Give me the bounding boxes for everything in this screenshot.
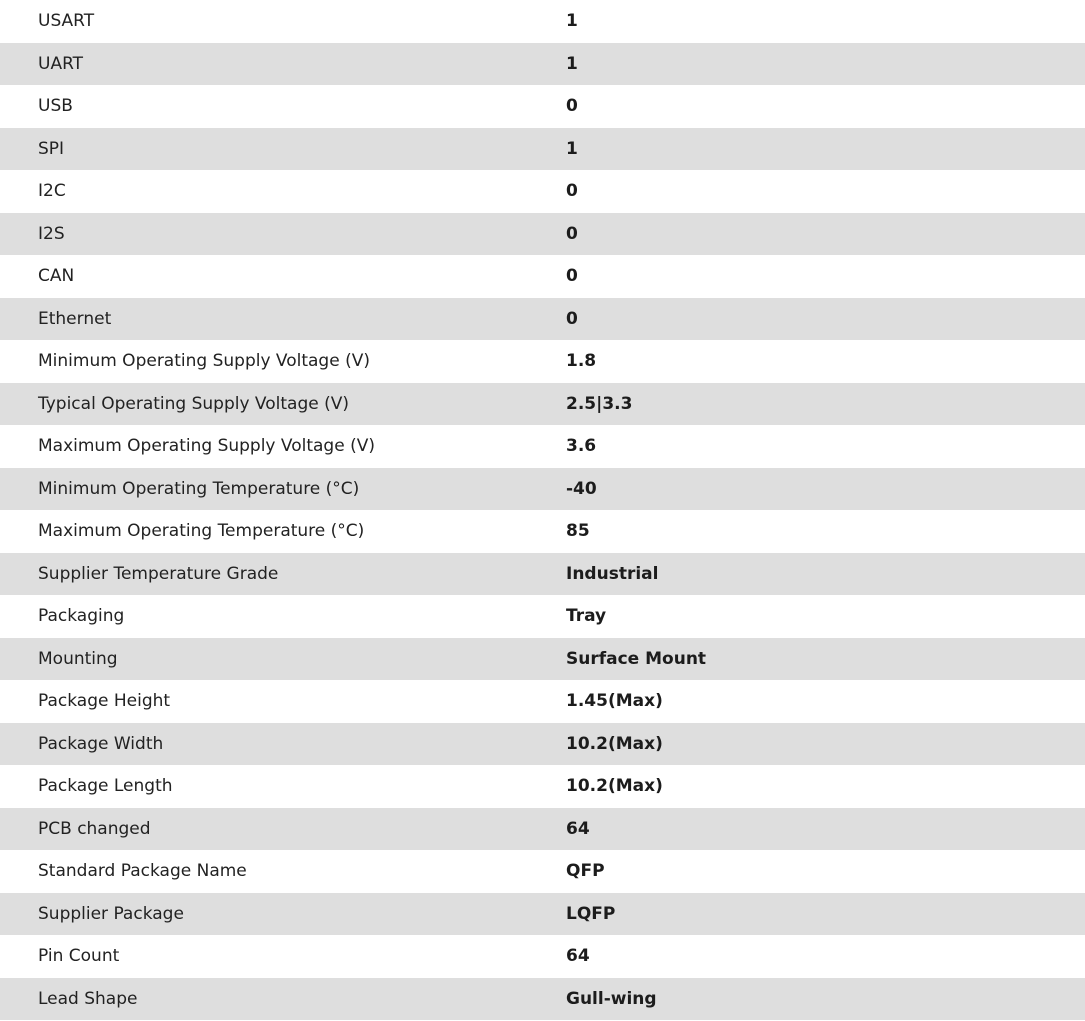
spec-label: Ethernet: [38, 308, 112, 329]
spec-label: Package Width: [38, 733, 164, 754]
spec-value: 0: [566, 223, 578, 244]
spec-label: I2C: [38, 181, 66, 202]
spec-value: 0: [566, 266, 578, 287]
spec-row: [0, 935, 1085, 978]
spec-value: 1.8: [566, 351, 597, 372]
spec-value: 1: [566, 11, 578, 32]
spec-value: 1: [566, 53, 578, 74]
spec-value: LQFP: [566, 903, 616, 924]
spec-label: CAN: [38, 266, 75, 287]
spec-label: Minimum Operating Supply Voltage (V): [38, 351, 370, 372]
spec-label: Maximum Operating Supply Voltage (V): [38, 436, 375, 457]
spec-value: 0: [566, 308, 578, 329]
spec-label: Typical Operating Supply Voltage (V): [38, 393, 349, 414]
spec-row: [0, 850, 1085, 893]
spec-value: Surface Mount: [566, 648, 707, 669]
spec-value: 3.6: [566, 436, 597, 457]
spec-label: Packaging: [38, 606, 125, 627]
spec-value: 1.45(Max): [566, 691, 663, 712]
spec-value: 0: [566, 96, 578, 117]
spec-label: Standard Package Name: [38, 861, 247, 882]
spec-row: [0, 340, 1085, 383]
spec-row: [0, 638, 1085, 681]
spec-value: 0: [566, 181, 578, 202]
spec-label: USART: [38, 11, 95, 32]
spec-value: 64: [566, 946, 590, 967]
spec-row: [0, 553, 1085, 596]
spec-label: Package Length: [38, 776, 173, 797]
spec-label: PCB changed: [38, 818, 151, 839]
spec-label: Pin Count: [38, 946, 120, 967]
spec-row: [0, 680, 1085, 723]
spec-value: Industrial: [566, 563, 659, 584]
spec-label: Minimum Operating Temperature (°C): [38, 478, 360, 499]
spec-row: [0, 595, 1085, 638]
spec-row: [0, 978, 1085, 1021]
spec-value: -40: [566, 478, 597, 499]
spec-label: Lead Shape: [38, 988, 138, 1009]
spec-label: UART: [38, 53, 84, 74]
spec-label: USB: [38, 96, 73, 117]
spec-row: [0, 468, 1085, 511]
spec-value: 85: [566, 521, 590, 542]
spec-value: Gull-wing: [566, 988, 657, 1009]
spec-label: Supplier Package: [38, 903, 184, 924]
spec-row: [0, 85, 1085, 128]
spec-row: [0, 0, 1085, 43]
spec-row: [0, 723, 1085, 766]
spec-row: [0, 43, 1085, 86]
spec-row: [0, 213, 1085, 256]
spec-value: 10.2(Max): [566, 776, 663, 797]
spec-label: Supplier Temperature Grade: [38, 563, 279, 584]
spec-label: SPI: [38, 138, 65, 159]
spec-row: [0, 128, 1085, 171]
spec-row: [0, 808, 1085, 851]
spec-row: [0, 765, 1085, 808]
spec-value: Tray: [566, 606, 607, 627]
spec-row: [0, 298, 1085, 341]
spec-row: [0, 510, 1085, 553]
spec-value: 2.5|3.3: [566, 393, 633, 414]
spec-row: [0, 170, 1085, 213]
spec-value: 1: [566, 138, 578, 159]
spec-label: I2S: [38, 223, 65, 244]
spec-label: Package Height: [38, 691, 171, 712]
spec-row: [0, 383, 1085, 426]
spec-value: 64: [566, 818, 590, 839]
spec-value: 10.2(Max): [566, 733, 663, 754]
spec-row: [0, 893, 1085, 936]
spec-row: [0, 425, 1085, 468]
spec-label: Mounting: [38, 648, 118, 669]
spec-value: QFP: [566, 861, 605, 882]
spec-row: [0, 255, 1085, 298]
spec-label: Maximum Operating Temperature (°C): [38, 521, 365, 542]
